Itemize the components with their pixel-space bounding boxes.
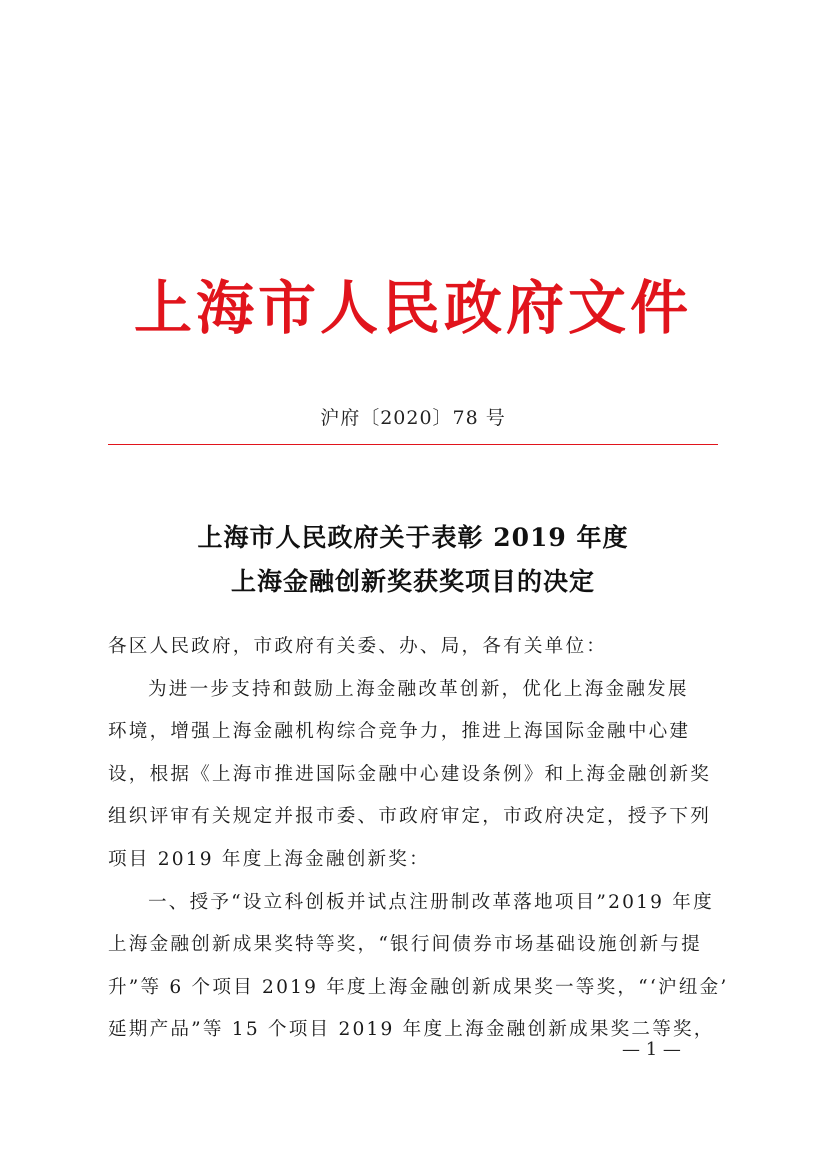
document-title <box>0 516 826 604</box>
paragraph-2-line: 一、授予“设立科创板并试点注册制改革落地项目”2019 年度 <box>148 891 714 913</box>
page-number: — 1 — <box>622 1039 681 1060</box>
paragraph-2-line: 延期产品”等 15 个项目 2019 年度上海金融创新成果奖二等奖， <box>108 1019 715 1041</box>
title-line-2: 上海金融创新奖获奖项目的决定 <box>230 567 595 596</box>
paragraph-2-line: 上海金融创新成果奖特等奖，“银行间债券市场基础设施创新与提 <box>108 934 702 956</box>
paragraph-2-line: 升”等 6 个项目 2019 年度上海金融创新成果奖一等奖，“‘沪纽金’ <box>108 976 729 998</box>
paragraph-1-line: 组织评审有关规定并报市委、市政府审定，市政府决定，授予下列 <box>108 806 712 828</box>
paragraph-1-line: 项目 2019 年度上海金融创新奖： <box>108 848 430 870</box>
document-body <box>108 626 729 1052</box>
paragraph-1-line: 为进一步支持和鼓励上海金融改革创新，优化上海金融发展 <box>148 678 689 700</box>
salutation: 各区人民政府，市政府有关委、办、局，各有关单位： <box>108 636 608 657</box>
document-masthead: 上海市人民政府文件 <box>133 274 692 342</box>
document-number: 沪府〔2020〕78 号 <box>320 407 506 429</box>
red-separator-line <box>108 444 718 445</box>
title-line-1: 上海市人民政府关于表彰 2019 年度 <box>197 523 629 552</box>
paragraph-1-line: 环境，增强上海金融机构综合竞争力，推进上海国际金融中心建 <box>108 721 691 743</box>
paragraph-1-line: 设，根据《上海市推进国际金融中心建设条例》和上海金融创新奖 <box>108 763 712 785</box>
